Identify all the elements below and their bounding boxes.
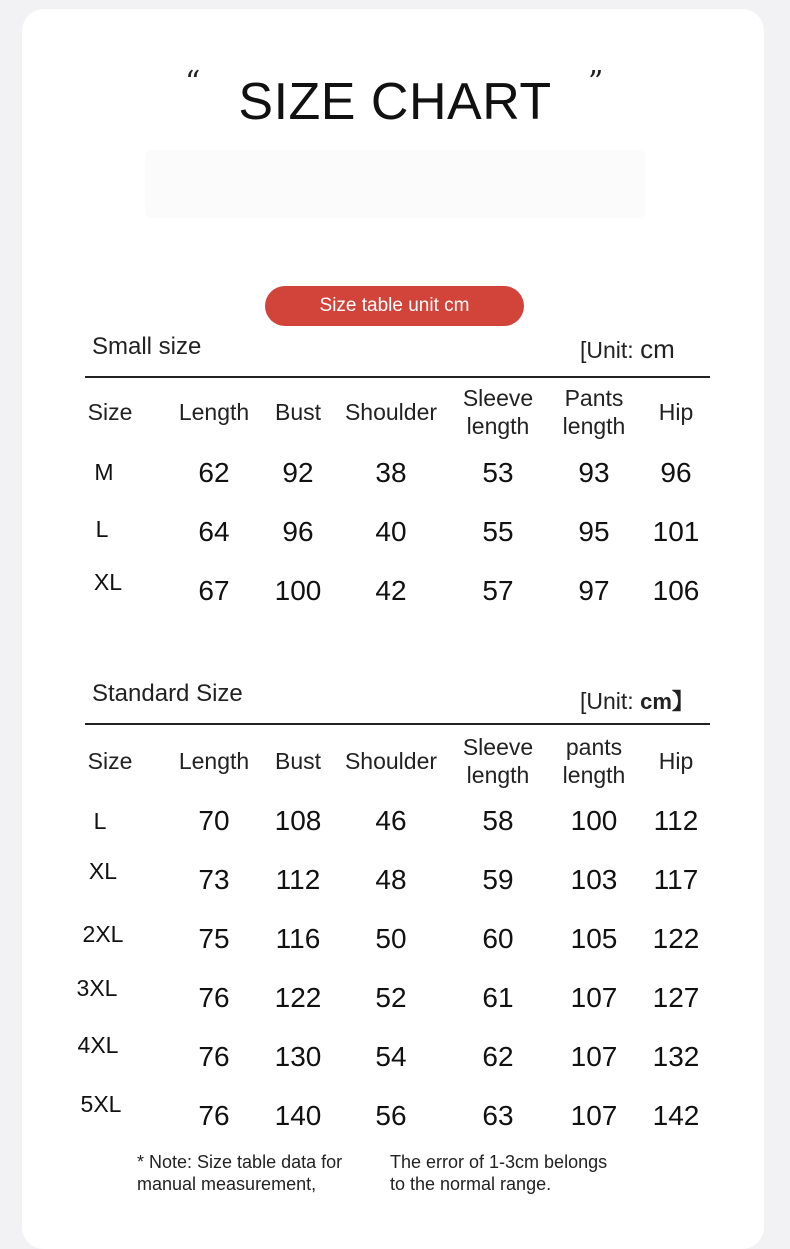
standard-value-cell: 56 xyxy=(375,1100,407,1131)
small-value-cell: 55 xyxy=(482,516,514,547)
standard-value-cell: 105 xyxy=(570,923,618,954)
standard-header-1 xyxy=(179,747,249,775)
small-header-6 xyxy=(659,398,694,426)
title-backdrop xyxy=(145,150,645,218)
standard-value-cell: 116 xyxy=(275,923,321,954)
standard-value-cell: 100 xyxy=(570,805,618,836)
small-unit-label xyxy=(580,334,675,365)
small-value-cell: 100 xyxy=(274,575,322,606)
small-header-3-line: Shoulder xyxy=(344,399,438,425)
small-value-cell: 95 xyxy=(578,516,610,547)
note-left xyxy=(137,1151,342,1195)
standard-value-cell: 112 xyxy=(653,805,699,836)
standard-header-4 xyxy=(463,733,533,789)
standard-value-cell: 112 xyxy=(275,864,321,895)
small-header-5-line: length xyxy=(562,413,626,439)
small-header-1-line: Length xyxy=(178,399,250,425)
standard-size-cell: XL xyxy=(88,858,118,884)
standard-value-cell: 108 xyxy=(274,805,322,836)
standard-value-cell: 130 xyxy=(274,1041,322,1072)
standard-unit-prefix: [Unit: xyxy=(580,688,641,714)
standard-value-cell: 48 xyxy=(375,864,407,895)
standard-unit-value: cm xyxy=(640,689,672,714)
small-value-cell: 101 xyxy=(652,516,700,547)
small-value-cell: 42 xyxy=(375,575,407,606)
standard-header-3-line: Shoulder xyxy=(344,748,438,774)
standard-size-cell: 4XL xyxy=(77,1032,119,1058)
close-quote-mark: ” xyxy=(588,65,604,100)
standard-header-5-line: length xyxy=(562,762,626,788)
standard-value-cell: 60 xyxy=(482,923,514,954)
note-left-line-1: * Note: Size table data for xyxy=(137,1152,343,1172)
note-left-line-2: manual measurement, xyxy=(137,1174,317,1194)
small-header-5-line: Pants xyxy=(564,385,624,411)
standard-header-0-line: Size xyxy=(87,748,133,774)
standard-value-cell: 127 xyxy=(652,982,700,1013)
standard-header-0 xyxy=(88,747,133,775)
small-size-cell: L xyxy=(95,516,109,542)
note-right-line-2: to the normal range. xyxy=(390,1174,552,1194)
standard-value-cell: 107 xyxy=(570,1100,618,1131)
small-value-cell: 40 xyxy=(375,516,407,547)
standard-header-4-line: length xyxy=(466,762,530,788)
standard-value-cell: 107 xyxy=(570,1041,618,1072)
small-unit-value: cm xyxy=(640,334,675,364)
standard-value-cell: 58 xyxy=(482,805,514,836)
small-value-cell: 57 xyxy=(482,575,514,606)
standard-value-cell: 142 xyxy=(652,1100,700,1131)
small-value-cell: 106 xyxy=(652,575,700,606)
small-header-6-line: Hip xyxy=(658,399,694,425)
open-quote-mark: “ xyxy=(185,65,201,100)
small-size-label: Small size xyxy=(92,333,202,360)
note-right-line-1: The error of 1-3cm belongs xyxy=(390,1152,608,1172)
small-header-3 xyxy=(345,398,437,426)
standard-value-cell: 140 xyxy=(274,1100,322,1131)
standard-header-5-line: pants xyxy=(565,734,623,760)
small-value-cell: 62 xyxy=(198,457,230,488)
note-right xyxy=(390,1151,607,1195)
standard-header-5 xyxy=(563,733,626,789)
standard-value-cell: 75 xyxy=(198,923,230,954)
small-value-cell: 96 xyxy=(660,457,692,488)
small-header-1 xyxy=(179,398,249,426)
standard-value-cell: 52 xyxy=(375,982,407,1013)
small-table-rule xyxy=(85,376,710,378)
standard-header-1-line: Length xyxy=(178,748,250,774)
standard-value-cell: 63 xyxy=(482,1100,514,1131)
small-header-0 xyxy=(88,398,133,426)
standard-value-cell: 59 xyxy=(482,864,514,895)
small-size-cell: XL xyxy=(93,569,123,595)
standard-size-label: Standard Size xyxy=(92,680,243,707)
small-header-4-line: Sleeve xyxy=(462,385,534,411)
standard-value-cell: 117 xyxy=(653,864,699,895)
small-value-cell: 64 xyxy=(198,516,230,547)
small-size-cell: M xyxy=(94,459,114,485)
small-header-0-line: Size xyxy=(87,399,133,425)
standard-header-6 xyxy=(659,747,694,775)
standard-size-cell: 2XL xyxy=(82,921,124,947)
small-value-cell: 38 xyxy=(375,457,407,488)
standard-unit-suffix: 】 xyxy=(671,689,694,714)
standard-header-2 xyxy=(275,747,321,775)
small-value-cell: 96 xyxy=(282,516,314,547)
small-header-4 xyxy=(463,384,533,440)
standard-value-cell: 61 xyxy=(482,982,514,1013)
standard-header-6-line: Hip xyxy=(658,748,694,774)
standard-value-cell: 70 xyxy=(198,805,230,836)
small-value-cell: 67 xyxy=(198,575,230,606)
standard-value-cell: 103 xyxy=(570,864,618,895)
page-title: SIZE CHART xyxy=(238,73,552,131)
small-header-5 xyxy=(563,384,626,440)
standard-header-4-line: Sleeve xyxy=(462,734,534,760)
standard-size-cell: L xyxy=(93,808,107,834)
standard-header-3 xyxy=(345,747,437,775)
standard-value-cell: 122 xyxy=(274,982,322,1013)
standard-size-cell: 3XL xyxy=(76,975,118,1001)
standard-value-cell: 122 xyxy=(652,923,700,954)
small-value-cell: 97 xyxy=(578,575,610,606)
small-header-2 xyxy=(275,398,321,426)
standard-value-cell: 76 xyxy=(198,1041,230,1072)
small-header-2-line: Bust xyxy=(274,399,322,425)
standard-header-2-line: Bust xyxy=(274,748,322,774)
standard-value-cell: 62 xyxy=(482,1041,514,1072)
standard-value-cell: 54 xyxy=(375,1041,407,1072)
standard-table-rule xyxy=(85,723,710,725)
standard-value-cell: 50 xyxy=(375,923,407,954)
small-value-cell: 93 xyxy=(578,457,610,488)
small-value-cell: 92 xyxy=(282,457,314,488)
small-value-cell: 53 xyxy=(482,457,514,488)
standard-value-cell: 132 xyxy=(652,1041,700,1072)
small-header-4-line: length xyxy=(466,413,530,439)
standard-value-cell: 73 xyxy=(198,864,230,895)
standard-size-cell: 5XL xyxy=(80,1091,122,1117)
small-unit-prefix: [Unit: xyxy=(580,337,641,363)
standard-value-cell: 107 xyxy=(570,982,618,1013)
standard-value-cell: 46 xyxy=(375,805,407,836)
standard-unit-label xyxy=(580,685,694,716)
unit-badge: Size table unit cm xyxy=(265,286,524,326)
standard-value-cell: 76 xyxy=(198,1100,230,1131)
standard-value-cell: 76 xyxy=(198,982,230,1013)
